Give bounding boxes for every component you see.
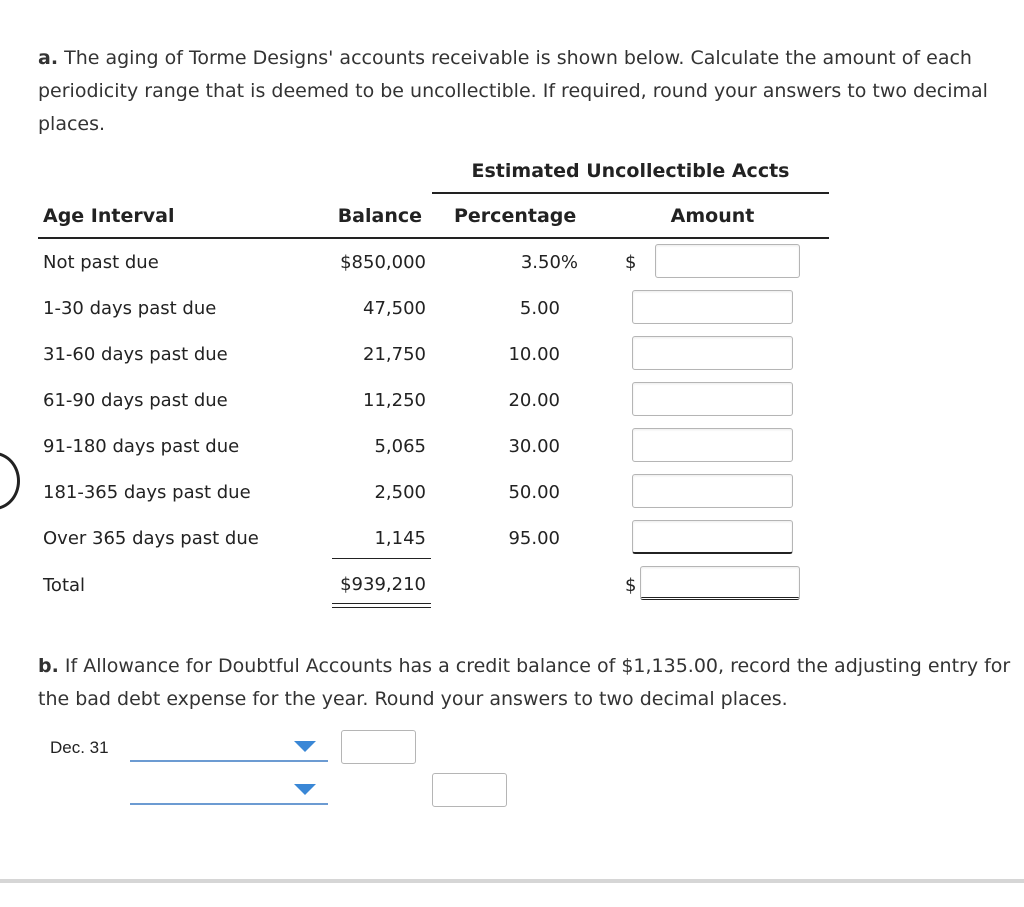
part-a-line-1 [38,42,1008,75]
credit-dropdown-underline [130,803,328,805]
balance-value: 1,145 [374,528,426,549]
col-header-percentage: Percentage [454,205,577,227]
percentage-value: 10.00 [508,344,560,365]
balance-value: 5,065 [374,436,426,457]
part-b-line-1 [38,650,1024,683]
chevron-down-icon[interactable] [294,784,316,795]
header-rule [38,237,829,239]
currency-sign: $ [625,252,637,273]
part-a-line-2: periodicity range that is deemed to be uncollectible. If required, round your answers to two decimal [38,80,988,102]
percentage-value: 20.00 [508,390,560,411]
debit-amount-input[interactable] [341,730,416,764]
side-circle-marker [0,452,20,510]
amount-input-181-365[interactable] [632,474,793,508]
part-a-line-3: places. [38,113,106,135]
percentage-value: 3.50% [520,252,578,273]
amount-input-over-365[interactable] [632,520,793,554]
credit-amount-input[interactable] [432,773,507,807]
age-interval: 61-90 days past due [43,390,228,411]
amount-input-total[interactable] [640,566,800,600]
total-double-rule-2 [332,607,431,608]
percentage-value: 95.00 [508,528,560,549]
percentage-value: 30.00 [508,436,560,457]
balance-value: 11,250 [363,390,426,411]
total-double-rule-1 [332,603,431,604]
col-header-amount: Amount [670,205,755,227]
entry-date: Dec. 31 [50,738,109,757]
part-b-label: b. [38,655,59,677]
group-header-estimated: Estimated Uncollectible Accts [471,160,790,182]
amount-input-31-60[interactable] [632,336,793,370]
amount-input-91-180[interactable] [632,428,793,462]
balance-value: 2,500 [374,482,426,503]
percentage-value: 5.00 [519,298,560,319]
total-currency-sign: $ [625,575,637,596]
age-interval: 1-30 days past due [43,298,217,319]
age-interval: Over 365 days past due [43,528,259,549]
amount-input-1-30[interactable] [632,290,793,324]
percentage-value: 50.00 [508,482,560,503]
part-a-label: a. [38,47,59,69]
part-b-instructions [38,650,1024,716]
amount-input-not-past-due[interactable] [655,244,800,278]
bottom-divider [0,879,1024,883]
debit-dropdown-underline [130,760,328,762]
balance-subtotal-rule [332,558,431,559]
col-header-age: Age Interval [43,205,175,227]
part-b-line-2: the bad debt expense for the year. Round your answers to two decimal places. [38,688,788,710]
age-interval: 31-60 days past due [43,344,228,365]
age-interval: Not past due [43,252,159,273]
col-header-balance: Balance [337,205,422,227]
balance-value: 47,500 [363,298,426,319]
part-a-instructions [38,42,1008,141]
group-header-rule [432,192,829,194]
total-label: Total [43,575,86,596]
age-interval: 91-180 days past due [43,436,240,457]
part-a-text-1: The aging of Torme Designs' accounts receivable is shown below. Calculate the amount of each [64,47,972,69]
chevron-down-icon[interactable] [294,741,316,752]
part-b-text-1: If Allowance for Doubtful Accounts has a credit balance of $1,135.00, record the adjusting entry for [64,655,1011,677]
total-balance: $939,210 [340,574,426,595]
balance-value: 21,750 [363,344,426,365]
balance-value: $850,000 [340,252,426,273]
age-interval: 181-365 days past due [43,482,251,503]
amount-input-61-90[interactable] [632,382,793,416]
